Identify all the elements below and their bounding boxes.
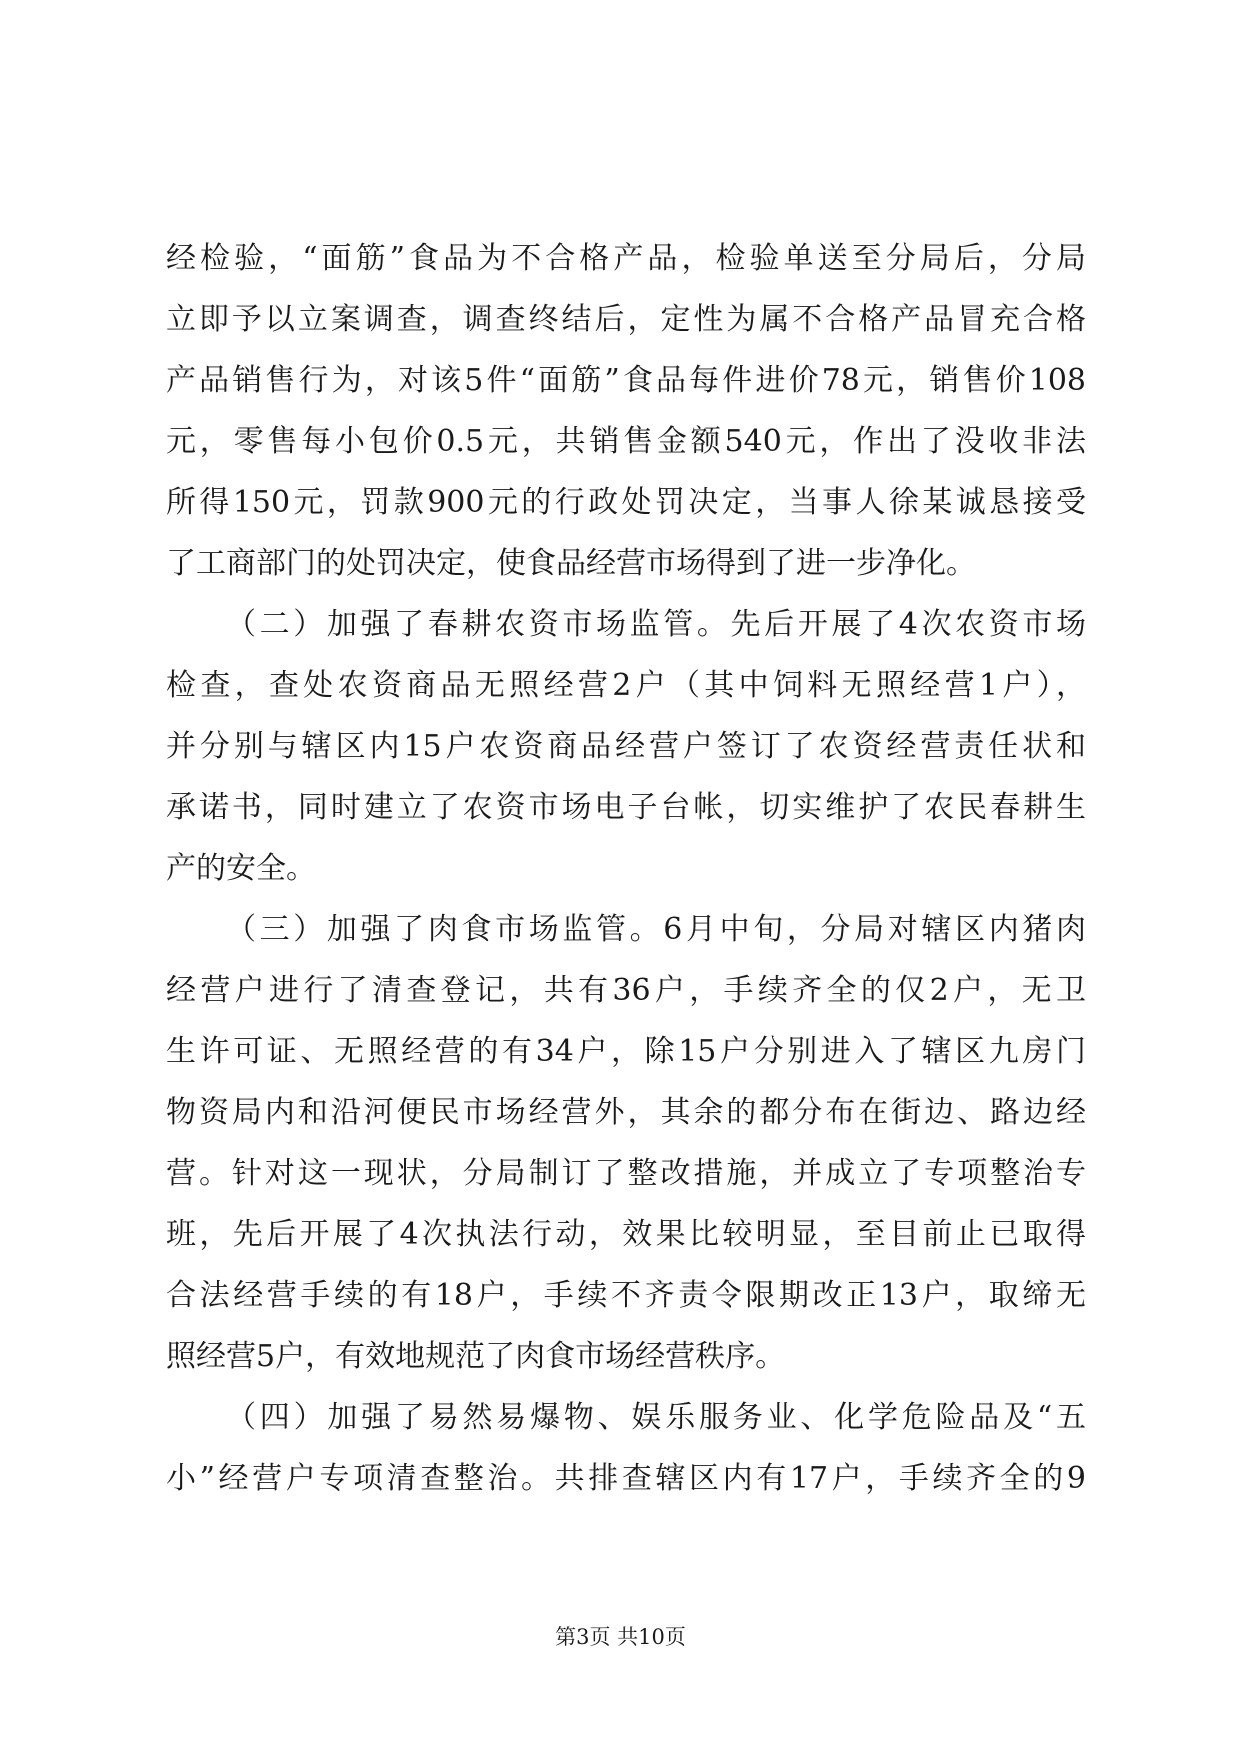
text-line: 并分别与辖区内15户农资商品经营户签订了农资经营责任状和 bbox=[166, 729, 1086, 764]
text-line: 物资局内和沿河便民市场经营外，其余的都分布在街边、路边经 bbox=[166, 1095, 1086, 1130]
text-line: 产品销售行为，对该5件“面筋”食品每件进价78元，销售价108 bbox=[166, 363, 1086, 398]
text-line: 了工商部门的处罚决定，使食品经营市场得到了进一步净化。 bbox=[166, 546, 976, 581]
text-line: 合法经营手续的有18户，手续不齐责令限期改正13户，取缔无 bbox=[166, 1278, 1086, 1313]
page-number-footer: 第3页 共10页 bbox=[555, 1625, 686, 1649]
text-line: 经检验，“面筋”食品为不合格产品，检验单送至分局后，分局 bbox=[166, 241, 1086, 276]
text-line: 检查，查处农资商品无照经营2户（其中饲料无照经营1户）， bbox=[166, 668, 1086, 703]
text-line: 营。针对这一现状，分局制订了整改措施，并成立了专项整治专 bbox=[166, 1156, 1086, 1191]
paragraph-start-line: （二）加强了春耕农资市场监管。先后开展了4次农资市场 bbox=[226, 607, 1086, 642]
text-line: 经营户进行了清查登记，共有36户，手续齐全的仅2户，无卫 bbox=[166, 973, 1086, 1008]
paragraph-start-line: （三）加强了肉食市场监管。6月中旬，分局对辖区内猪肉 bbox=[226, 912, 1086, 947]
text-line: 立即予以立案调查，调查终结后，定性为属不合格产品冒充合格 bbox=[166, 302, 1086, 337]
text-line: 元，零售每小包价0.5元，共销售金额540元，作出了没收非法 bbox=[166, 424, 1086, 459]
text-line: 小”经营户专项清查整治。共排查辖区内有17户，手续齐全的9 bbox=[166, 1461, 1086, 1496]
body-text bbox=[166, 228, 1086, 1509]
text-line: 照经营5户，有效地规范了肉食市场经营秩序。 bbox=[166, 1339, 786, 1374]
text-line: 班，先后开展了4次执法行动，效果比较明显，至目前止已取得 bbox=[166, 1217, 1086, 1252]
text-line: 承诺书，同时建立了农资市场电子台帐，切实维护了农民春耕生 bbox=[166, 790, 1086, 825]
text-line: 生许可证、无照经营的有34户，除15户分别进入了辖区九房门 bbox=[166, 1034, 1086, 1069]
text-line: 产的安全。 bbox=[166, 851, 316, 886]
text-line: 所得150元，罚款900元的行政处罚决定，当事人徐某诚恳接受 bbox=[166, 485, 1086, 520]
paragraph-start-line: （四）加强了易然易爆物、娱乐服务业、化学危险品及“五 bbox=[226, 1400, 1086, 1435]
